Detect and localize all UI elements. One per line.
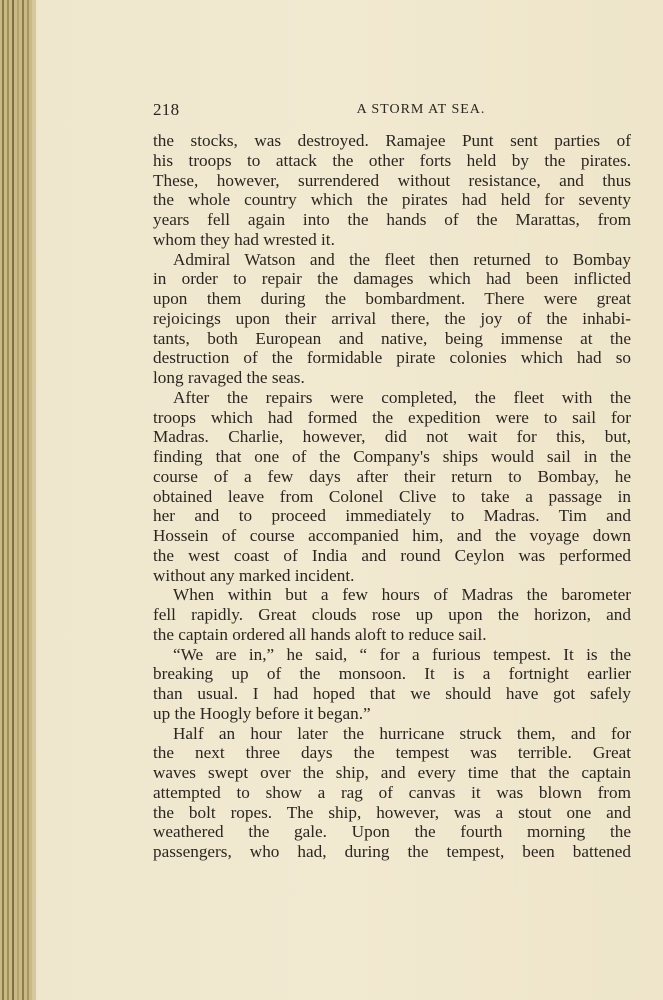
text-line: finding that one of the Company's ships would sail in the	[153, 447, 631, 466]
text-line: upon them during the bombardment. There were great	[153, 289, 631, 308]
text-line: up the Hoogly before it began.”	[153, 703, 371, 723]
text-line: breaking up of the monsoon. It is a fortnight earlier	[153, 664, 631, 684]
text-line: fell rapidly. Great clouds rose up upon the horizon, and	[153, 605, 631, 624]
text-line: Madras. Charlie, however, did not wait for this, but,	[153, 427, 631, 447]
text-line: the captain ordered all hands aloft to reduce sail.	[153, 624, 487, 644]
text-line: troops which had formed the expedition were to sail for	[153, 407, 631, 427]
page-header	[153, 100, 631, 120]
text-line: “We are in,” he said, “ for a furious tempest. It is the	[173, 644, 631, 664]
text-line: in order to repair the damages which had been inflicted	[153, 269, 631, 289]
text-line: long ravaged the seas.	[153, 368, 305, 387]
binding-line	[7, 0, 9, 1000]
text-line: the bolt ropes. The ship, however, was a stout one and	[153, 802, 631, 822]
text-line: waves swept over the ship, and every time that the captain	[153, 763, 631, 782]
text-line: attempted to show a rag of canvas it was blown from	[153, 782, 631, 802]
text-line: tants, both European and native, being immense at the	[153, 328, 631, 348]
text-line: course of a few days after their return to Bombay, he	[153, 466, 631, 486]
text-line: her and to proceed immediately to Madras. Tim and	[153, 506, 631, 526]
body-text	[153, 131, 631, 862]
text-line: destruction of the formidable pirate colonies which had so	[153, 348, 631, 368]
text-line: weathered the gale. Upon the fourth morning the	[153, 822, 631, 842]
binding-line	[27, 0, 29, 1000]
text-line: After the repairs were completed, the fleet with the	[173, 387, 631, 407]
text-line: When within but a few hours of Madras the barometer	[173, 585, 631, 605]
text-line: the whole country which the pirates had held for seventy	[153, 190, 631, 210]
text-line: his troops to attack the other forts held by the pirates.	[153, 150, 631, 170]
text-line: Hossein of course accompanied him, and the voyage down	[153, 526, 631, 545]
text-line: whom they had wrested it.	[153, 229, 335, 249]
binding-line	[12, 0, 14, 1000]
binding-line	[22, 0, 24, 1000]
text-line: These, however, surrendered without resistance, and thus	[153, 170, 631, 190]
text-line: Half an hour later the hurricane struck them, and for	[173, 723, 631, 743]
text-line: the stocks, was destroyed. Ramajee Punt sent parties of	[153, 131, 631, 150]
text-line: obtained leave from Colonel Clive to take a passage in	[153, 486, 631, 506]
binding-line	[32, 0, 36, 1000]
text-line: passengers, who had, during the tempest, been battened	[153, 842, 631, 861]
text-line: Admiral Watson and the fleet then returned to Bombay	[173, 249, 631, 269]
text-line: the west coast of India and round Ceylon was performed	[153, 545, 631, 565]
text-line: than usual. I had hoped that we should have got safely	[153, 684, 631, 703]
text-line: the next three days the tempest was terrible. Great	[153, 743, 631, 763]
page-number: 218	[153, 100, 180, 119]
text-line: years fell again into the hands of the Marattas, from	[153, 210, 631, 229]
binding-line	[2, 0, 4, 1000]
binding-line	[17, 0, 19, 1000]
text-line: rejoicings upon their arrival there, the joy of the inhabi-	[153, 308, 631, 328]
running-title: A STORM AT SEA.	[356, 102, 486, 117]
text-line: without any marked incident.	[153, 565, 355, 585]
page-binding-edge	[0, 0, 36, 1000]
